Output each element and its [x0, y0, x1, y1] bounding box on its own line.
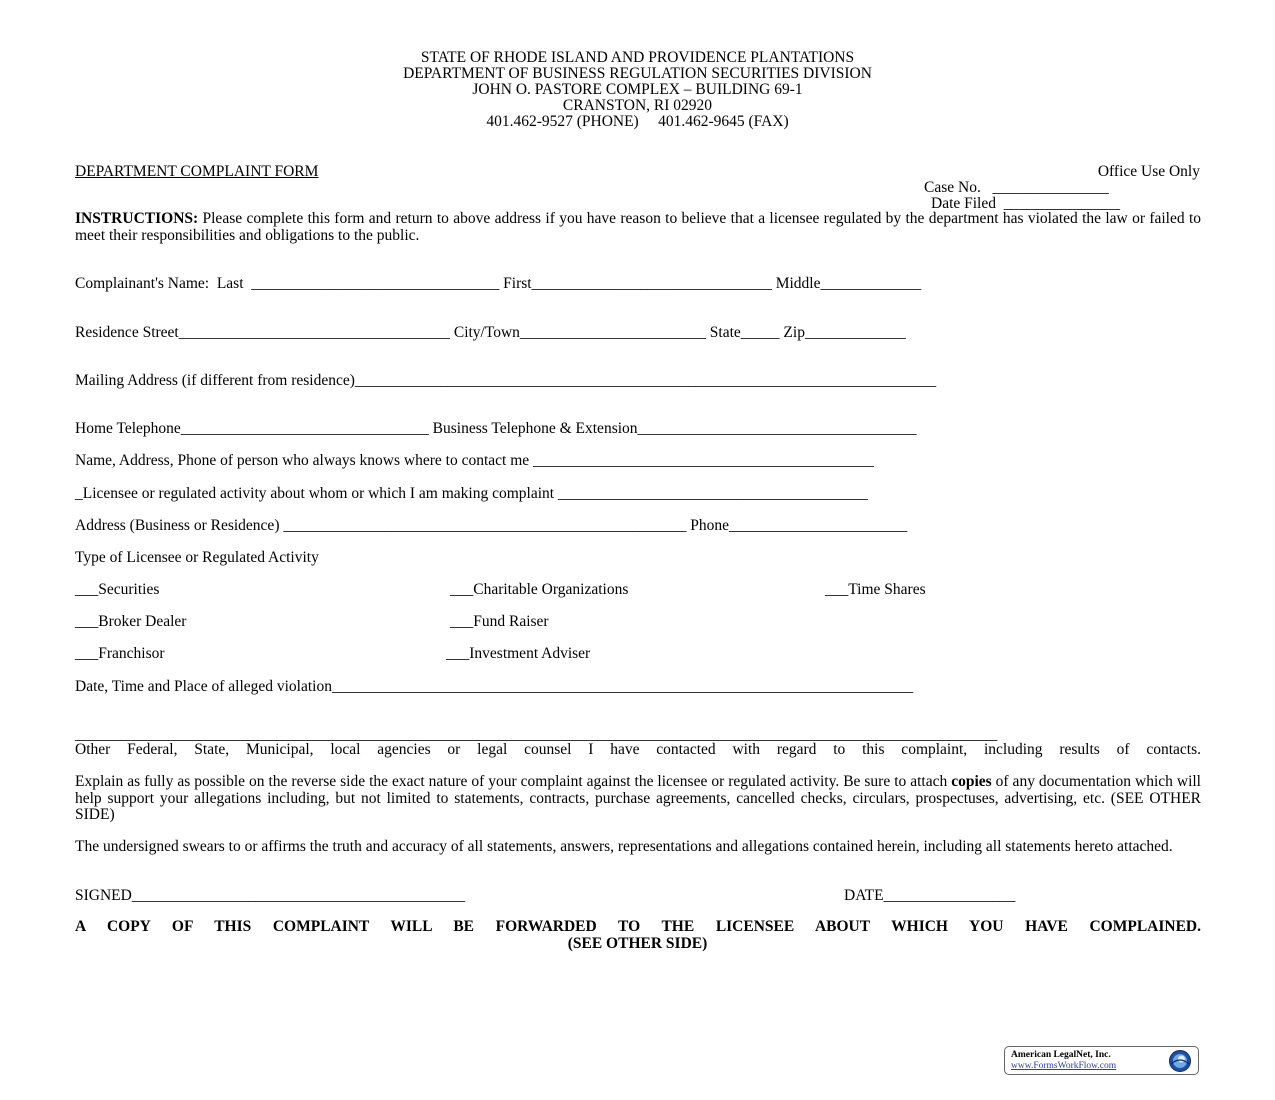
mailing-address-field[interactable]: Mailing Address (if different from residence)___________________________________________________________________________ — [75, 372, 937, 389]
complainant-name-field[interactable]: Complainant's Name: Last ________________________________ First_______________________________ Middle_____________ — [75, 275, 922, 292]
form-title: DEPARTMENT COMPLAINT FORM — [75, 163, 319, 180]
header-department: DEPARTMENT OF BUSINESS REGULATION SECURITIES DIVISION — [403, 65, 872, 82]
notice-line: A COPY OF THIS COMPLAINT WILL BE FORWARDED TO THE LICENSEE ABOUT WHICH YOU HAVE COMPLAINED. — [75, 918, 1201, 935]
logo-url[interactable]: www.FormsWorkFlow.com — [1011, 1061, 1117, 1071]
signed-field[interactable]: SIGNED___________________________________________ — [75, 887, 466, 904]
instructions — [75, 211, 1201, 244]
office-use-label: Office Use Only — [1097, 163, 1200, 180]
other-agencies-label: Other Federal, State, Municipal, local agencies or legal counsel I have contacted with regard to this complaint, including results of contacts. — [75, 741, 1201, 758]
header-phone-fax: 401.462-9527 (PHONE) 401.462-9645 (FAX) — [486, 113, 789, 130]
telephone-field[interactable]: Home Telephone________________________________ Business Telephone & Extension____________________________________ — [75, 420, 917, 437]
american-legalnet-logo — [1004, 1046, 1199, 1075]
option-fund-raiser[interactable]: ___Fund Raiser — [450, 613, 549, 630]
instructions-label: INSTRUCTIONS: — [75, 210, 199, 227]
explain-paragraph — [75, 774, 1201, 824]
notice-see-other-side: (SEE OTHER SIDE) — [567, 935, 708, 952]
explain-text-2: of any documentation which will help support your allegations including, but not limited to statements, contracts, purchase agreements, cancelled checks, circulars, prospectuses, advertising, etc. (SEE OTHER SIDE) — [75, 773, 1201, 823]
option-broker-dealer[interactable]: ___Broker Dealer — [75, 613, 187, 630]
contact-person-field[interactable]: Name, Address, Phone of person who always knows where to contact me ____________________________________________ — [75, 452, 875, 469]
header-city: CRANSTON, RI 02920 — [562, 97, 713, 114]
date-field[interactable]: DATE_________________ — [844, 887, 1016, 904]
header-complex: JOHN O. PASTORE COMPLEX – BUILDING 69-1 — [472, 81, 803, 98]
option-investment-adviser[interactable]: ___Investment Adviser — [446, 645, 591, 662]
violation-field[interactable]: Date, Time and Place of alleged violation___________________________________________________________________________ — [75, 678, 914, 695]
type-label: Type of Licensee or Regulated Activity — [75, 549, 319, 566]
case-no-field[interactable]: Case No. _______________ — [924, 179, 1109, 196]
option-time-shares[interactable]: ___Time Shares — [825, 581, 926, 598]
header-state: STATE OF RHODE ISLAND AND PROVIDENCE PLANTATIONS — [420, 49, 855, 66]
residence-field[interactable]: Residence Street___________________________________ City/Town________________________ State_____ Zip_____________ — [75, 324, 906, 341]
option-charitable[interactable]: ___Charitable Organizations — [450, 581, 629, 598]
agencies-blank-line[interactable]: _______________________________________________________________________________________________________________________ — [75, 726, 998, 743]
instructions-text: Please complete this form and return to above address if you have reason to believe that a licensee regulated by the department has violated the law or failed to meet their responsibilities and obligations to the public. — [75, 210, 1201, 244]
explain-copies: copies — [951, 773, 992, 790]
sworn-statement: The undersigned swears to or affirms the truth and accuracy of all statements, answers, representations and allegations contained herein, including all statements hereto attached. — [75, 838, 1173, 855]
globe-icon — [1168, 1049, 1192, 1073]
option-franchisor[interactable]: ___Franchisor — [75, 645, 165, 662]
option-securities[interactable]: ___Securities — [75, 581, 160, 598]
licensee-field[interactable]: _Licensee or regulated activity about whom or which I am making complaint ________________________________________ — [75, 485, 868, 502]
explain-text-1: Explain as fully as possible on the reverse side the exact nature of your complaint against the licensee or regulated activity. Be sure to attach — [75, 773, 952, 790]
logo-company: American LegalNet, Inc. — [1011, 1050, 1111, 1060]
date-filed-field[interactable]: Date Filed _______________ — [931, 195, 1120, 212]
licensee-address-field[interactable]: Address (Business or Residence) ____________________________________________________ Phone_______________________ — [75, 517, 908, 534]
